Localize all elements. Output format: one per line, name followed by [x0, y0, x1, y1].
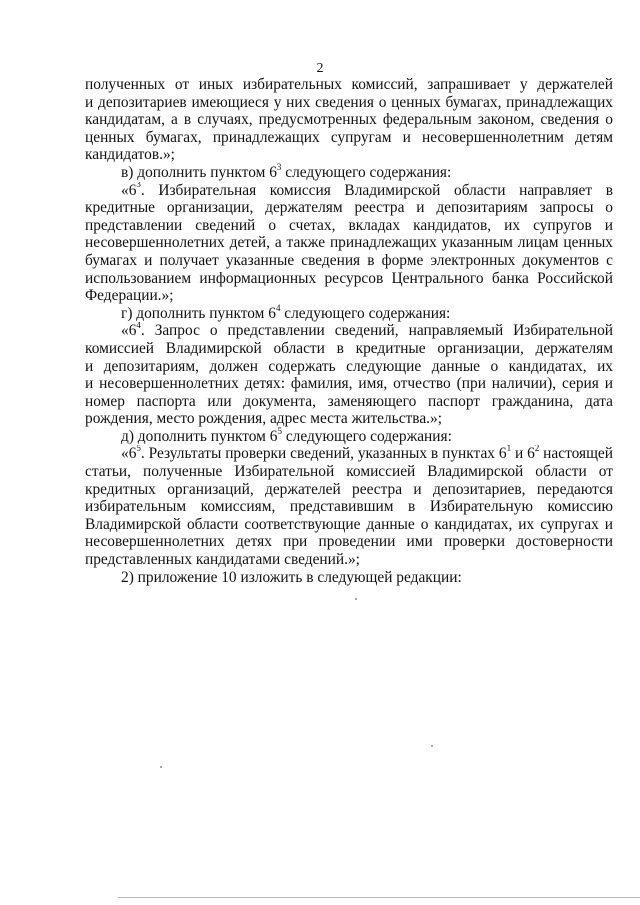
- superscript-index: 1: [506, 445, 512, 454]
- text-run: бумагах и получает указанные сведения в форме электронных документов с: [85, 251, 613, 269]
- text-run: «6: [121, 445, 137, 463]
- text-run: следующего содержания:: [281, 427, 452, 445]
- scan-edge-line: [118, 897, 640, 898]
- text-run: полученных от иных избирательных комиссий, запрашивает у держателей: [85, 76, 613, 93]
- text-line: [85, 425, 613, 446]
- text-run: «6: [121, 322, 137, 340]
- text-run: 2) приложение 10 изложить в следующей редакции:: [121, 568, 462, 586]
- text-line: [85, 199, 613, 217]
- superscript-index: 2: [534, 445, 540, 454]
- text-run: «6: [121, 181, 137, 199]
- scan-speck: [431, 745, 433, 747]
- superscript-index: 3: [136, 181, 141, 190]
- text-line: [85, 551, 613, 569]
- text-line: [85, 217, 613, 235]
- text-run: несовершеннолетних детей, а также принадлежащих указанным лицам ценных: [85, 234, 613, 252]
- text-run: кандидатам, а в случаях, предусмотренных федеральным законом, сведения о: [85, 111, 613, 129]
- text-run: ценных бумагах, принадлежащих супругам и несовершеннолетним детям: [85, 128, 613, 146]
- text-line: [85, 463, 613, 481]
- text-run: статьи, полученные Избирательной комиссией Владимирской области от: [85, 463, 613, 481]
- text-line: [85, 340, 613, 358]
- text-line: [85, 569, 613, 587]
- superscript-index: 4: [136, 322, 141, 331]
- text-line: [85, 445, 613, 463]
- superscript-index: 4: [275, 302, 281, 313]
- text-run: . Избирательная комиссия Владимирской области направляет в: [140, 181, 613, 199]
- text-run: кандидатов.»;: [85, 146, 175, 164]
- text-run: . Запрос о представлении сведений, направляемый Избирательной: [140, 322, 613, 340]
- text-line: [85, 533, 613, 551]
- superscript-index: 5: [277, 425, 282, 436]
- text-run: в) дополнить пунктом 6: [121, 163, 277, 181]
- text-line: [85, 287, 613, 305]
- text-line: [85, 302, 613, 323]
- text-run: несовершеннолетних детях при проведении ими проверки достоверности: [85, 533, 613, 551]
- superscript-index: 3: [276, 161, 282, 172]
- text-run: и депозитариев имеющиеся у них сведения о ценных бумагах, принадлежащих: [85, 93, 613, 111]
- text-run: представленных кандидатами сведений.»;: [85, 551, 360, 569]
- superscript-index: 5: [136, 445, 141, 454]
- text-line: [85, 161, 613, 182]
- text-run: . Результаты проверки сведений, указанных в пунктах 6: [140, 445, 507, 463]
- text-run: Владимирской области соответствующие данные о кандидатах, их супругах и: [85, 515, 613, 533]
- text-line: [85, 146, 613, 164]
- text-run: и депозитариям, должен содержать следующие данные о кандидатах, их: [85, 357, 613, 375]
- text-run: следующего содержания:: [280, 304, 451, 322]
- text-line: [85, 393, 613, 411]
- text-run: и 6: [511, 445, 535, 463]
- text-run: следующего содержания:: [281, 163, 452, 181]
- document-body: [85, 76, 613, 586]
- text-run: кредитные организации, держателям реестра и депозитариям запросы о: [85, 199, 613, 217]
- text-run: рождения, место рождения, адрес места жительства.»;: [85, 410, 442, 428]
- text-run: избирательным комиссиям, представившим в Избирательную комиссию: [85, 498, 613, 516]
- text-run: Федерации.»;: [85, 287, 174, 305]
- text-line: [85, 410, 613, 428]
- text-run: г) дополнить пунктом 6: [121, 304, 276, 322]
- text-line: [85, 182, 613, 200]
- scan-speck: [160, 766, 162, 768]
- text-line: [85, 234, 613, 252]
- text-run: номер паспорта или документа, заменяющего паспорт гражданина, дата: [85, 392, 613, 410]
- text-line: [85, 498, 613, 516]
- text-line: [85, 76, 613, 94]
- text-run: д) дополнить пунктом 6: [121, 427, 278, 445]
- text-run: и несовершеннолетних детях: фамилия, имя, отчество (при наличии), серия и: [85, 375, 613, 393]
- text-run: настоящей: [539, 445, 613, 463]
- scan-speck: [355, 598, 357, 600]
- text-line: [85, 481, 613, 499]
- text-line: [85, 129, 613, 147]
- text-run: кредитных организаций, держателей реестра и депозитариев, передаются: [85, 480, 613, 498]
- text-line: [85, 358, 613, 376]
- page-number: 2: [316, 61, 324, 76]
- text-line: [85, 516, 613, 534]
- text-line: [85, 111, 613, 129]
- text-run: представлении сведений о счетах, вкладах кандидатов, их супругов и: [85, 216, 613, 234]
- text-line: [85, 252, 613, 270]
- text-line: [85, 270, 613, 288]
- text-line: [85, 322, 613, 340]
- text-run: использованием информационных ресурсов Центрального банка Российской: [85, 269, 613, 287]
- text-line: [85, 94, 613, 112]
- text-line: [85, 375, 613, 393]
- text-run: комиссией Владимирской области в кредитные организации, держателям: [85, 339, 613, 357]
